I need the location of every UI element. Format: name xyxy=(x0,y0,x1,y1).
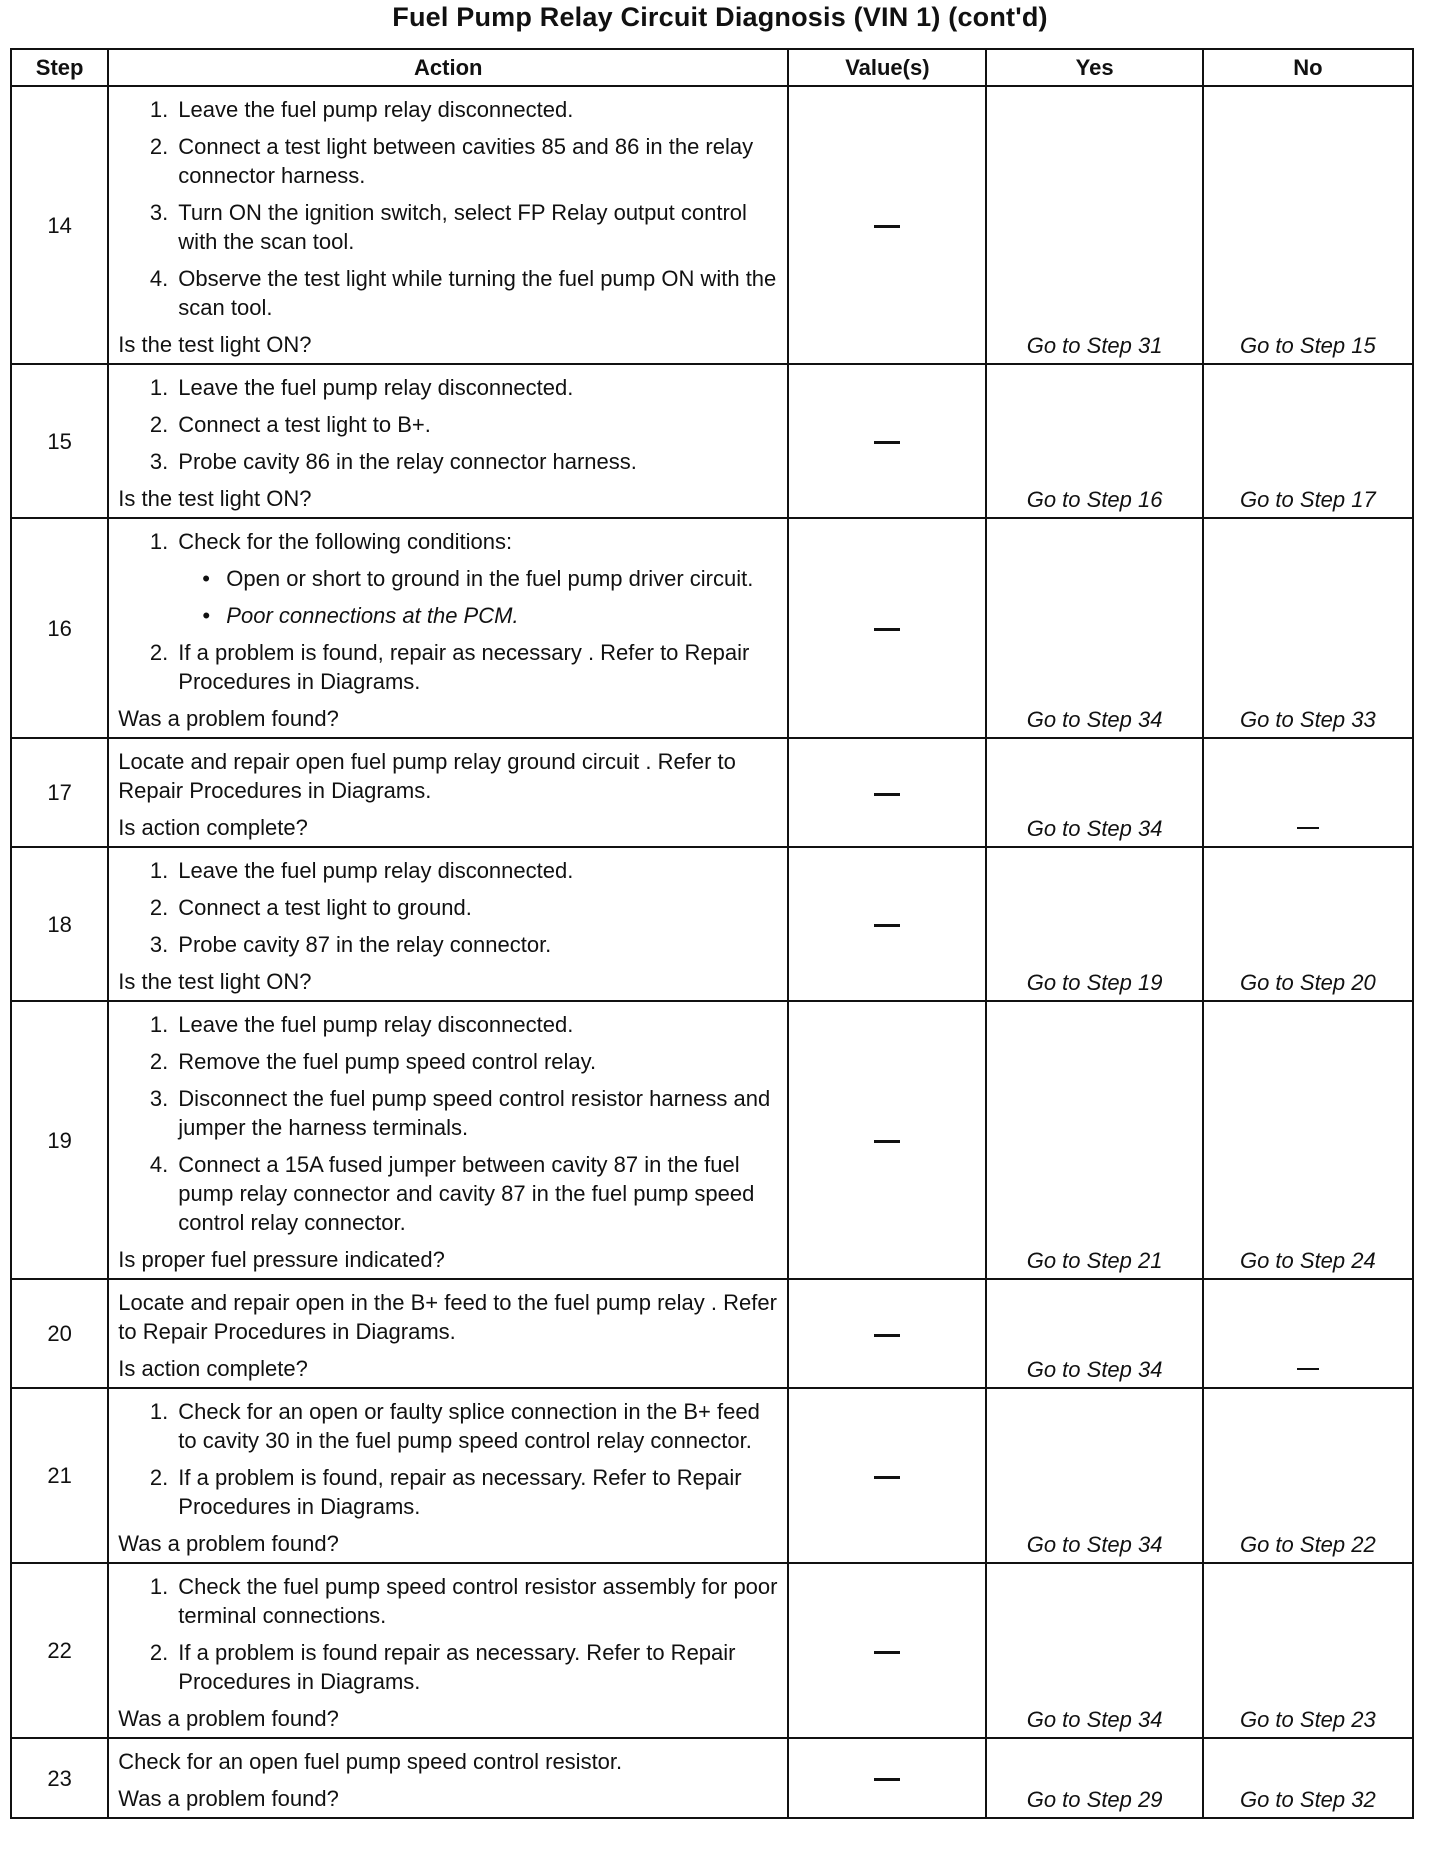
action-list xyxy=(118,95,781,322)
table-row xyxy=(11,1738,1413,1818)
no-cell: Go to Step 15 xyxy=(1203,86,1413,364)
table-row xyxy=(11,518,1413,738)
action-cell xyxy=(108,1738,788,1818)
no-cell: Go to Step 17 xyxy=(1203,364,1413,518)
table-row xyxy=(11,1388,1413,1563)
action-item: 2. If a problem is found, repair as necessary . Refer to Repair Procedures in Diagrams. xyxy=(174,638,781,696)
value-cell xyxy=(788,1738,986,1818)
action-cell xyxy=(108,364,788,518)
condition-item: • Poor connections at the PCM. xyxy=(200,601,781,630)
action-item: 2. Remove the fuel pump speed control relay. xyxy=(174,1047,781,1076)
yes-cell: Go to Step 34 xyxy=(986,738,1202,847)
value-cell xyxy=(788,1388,986,1563)
action-item: 1. Check for an open or faulty splice connection in the B+ feed to cavity 30 in the fuel pump speed control relay connector. xyxy=(174,1397,781,1455)
header-yes: Yes xyxy=(986,49,1202,86)
table-row xyxy=(11,1279,1413,1388)
action-item: 2. Connect a test light between cavities 85 and 86 in the relay connector harness. xyxy=(174,132,781,190)
step-number: 18 xyxy=(11,847,108,1001)
action-text: Locate and repair open in the B+ feed to the fuel pump relay . Refer to Repair Procedures in Diagrams. xyxy=(118,1290,777,1344)
action-question: Was a problem found? xyxy=(118,1786,339,1811)
dash-mark xyxy=(874,1140,900,1143)
step-number: 15 xyxy=(11,364,108,518)
action-item: 1. Check the fuel pump speed control resistor assembly for poor terminal connections. xyxy=(174,1572,781,1630)
dash-mark xyxy=(874,1476,900,1479)
action-item: 1. Leave the fuel pump relay disconnected. xyxy=(174,95,781,124)
action-question: Is proper fuel pressure indicated? xyxy=(118,1247,445,1272)
action-item: 2. Connect a test light to ground. xyxy=(174,893,781,922)
yes-cell: Go to Step 29 xyxy=(986,1738,1202,1818)
table-row xyxy=(11,86,1413,364)
dash-mark xyxy=(874,441,900,444)
dash-mark xyxy=(874,1778,900,1781)
no-cell: Go to Step 33 xyxy=(1203,518,1413,738)
value-cell xyxy=(788,364,986,518)
action-cell xyxy=(108,1388,788,1563)
action-question: Was a problem found? xyxy=(118,1531,339,1556)
action-item: 3. Disconnect the fuel pump speed control resistor harness and jumper the harness terminals. xyxy=(174,1084,781,1142)
yes-cell: Go to Step 31 xyxy=(986,86,1202,364)
action-cell xyxy=(108,738,788,847)
action-question: Is the test light ON? xyxy=(118,486,312,511)
value-cell xyxy=(788,518,986,738)
value-cell xyxy=(788,1001,986,1279)
action-item: 3. Probe cavity 87 in the relay connector. xyxy=(174,930,781,959)
action-question: Is the test light ON? xyxy=(118,332,312,357)
step-number: 17 xyxy=(11,738,108,847)
no-cell xyxy=(1203,738,1413,847)
action-question: Is action complete? xyxy=(118,1356,308,1381)
action-list xyxy=(118,527,781,696)
yes-cell: Go to Step 16 xyxy=(986,364,1202,518)
action-list xyxy=(118,1010,781,1237)
no-cell: Go to Step 22 xyxy=(1203,1388,1413,1563)
dash-mark xyxy=(874,225,900,228)
yes-cell: Go to Step 34 xyxy=(986,518,1202,738)
value-cell xyxy=(788,1563,986,1738)
step-number: 23 xyxy=(11,1738,108,1818)
action-item: 2. If a problem is found, repair as necessary. Refer to Repair Procedures in Diagrams. xyxy=(174,1463,781,1521)
dash-mark xyxy=(874,793,900,796)
step-number: 21 xyxy=(11,1388,108,1563)
action-item: 2. Connect a test light to B+. xyxy=(174,410,781,439)
action-list xyxy=(118,856,781,959)
table-row xyxy=(11,847,1413,1001)
dash-mark xyxy=(874,924,900,927)
header-step: Step xyxy=(11,49,108,86)
no-cell: Go to Step 32 xyxy=(1203,1738,1413,1818)
yes-cell: Go to Step 34 xyxy=(986,1388,1202,1563)
action-list xyxy=(118,373,781,476)
action-item: 1. Leave the fuel pump relay disconnected. xyxy=(174,373,781,402)
action-text: Check for an open fuel pump speed control resistor. xyxy=(118,1749,623,1774)
no-cell xyxy=(1203,1279,1413,1388)
condition-list xyxy=(178,564,781,630)
action-item xyxy=(174,527,781,630)
action-cell xyxy=(108,518,788,738)
header-no: No xyxy=(1203,49,1413,86)
table-row xyxy=(11,1001,1413,1279)
action-item: 4. Observe the test light while turning the fuel pump ON with the scan tool. xyxy=(174,264,781,322)
header-values: Value(s) xyxy=(788,49,986,86)
action-item: 4. Connect a 15A fused jumper between cavity 87 in the fuel pump relay connector and cavity 87 in the fuel pump speed control relay connector. xyxy=(174,1150,781,1237)
value-cell xyxy=(788,847,986,1001)
yes-cell: Go to Step 19 xyxy=(986,847,1202,1001)
action-list xyxy=(118,1572,781,1696)
action-item: 1. Leave the fuel pump relay disconnected. xyxy=(174,856,781,885)
condition-item: • Open or short to ground in the fuel pump driver circuit. xyxy=(200,564,781,593)
action-item: 3. Turn ON the ignition switch, select FP Relay output control with the scan tool. xyxy=(174,198,781,256)
value-cell xyxy=(788,86,986,364)
diagnosis-table xyxy=(10,48,1414,1819)
action-question: Was a problem found? xyxy=(118,706,339,731)
step-number: 22 xyxy=(11,1563,108,1738)
no-cell: Go to Step 23 xyxy=(1203,1563,1413,1738)
dash-mark xyxy=(874,1651,900,1654)
dash-mark xyxy=(1297,827,1319,829)
yes-cell: Go to Step 34 xyxy=(986,1279,1202,1388)
step-number: 19 xyxy=(11,1001,108,1279)
action-item-text: Check for the following conditions: xyxy=(178,529,513,554)
dash-mark xyxy=(874,1334,900,1337)
yes-cell: Go to Step 34 xyxy=(986,1563,1202,1738)
action-cell xyxy=(108,86,788,364)
no-cell: Go to Step 24 xyxy=(1203,1001,1413,1279)
dash-mark xyxy=(1297,1368,1319,1370)
table-row xyxy=(11,738,1413,847)
step-number: 16 xyxy=(11,518,108,738)
action-cell xyxy=(108,1563,788,1738)
page-title: Fuel Pump Relay Circuit Diagnosis (VIN 1) (cont'd) xyxy=(392,2,1048,32)
action-item: 2. If a problem is found repair as necessary. Refer to Repair Procedures in Diagrams. xyxy=(174,1638,781,1696)
action-question: Is action complete? xyxy=(118,815,308,840)
table-row xyxy=(11,1563,1413,1738)
action-question: Is the test light ON? xyxy=(118,969,312,994)
action-cell xyxy=(108,847,788,1001)
step-number: 14 xyxy=(11,86,108,364)
action-item: 3. Probe cavity 86 in the relay connector harness. xyxy=(174,447,781,476)
action-list xyxy=(118,1397,781,1521)
header-row xyxy=(11,49,1413,86)
action-question: Was a problem found? xyxy=(118,1706,339,1731)
header-action: Action xyxy=(108,49,788,86)
action-cell xyxy=(108,1279,788,1388)
action-text: Locate and repair open fuel pump relay ground circuit . Refer to Repair Procedures in Diagrams. xyxy=(118,749,736,803)
dash-mark xyxy=(874,628,900,631)
table-row xyxy=(11,364,1413,518)
yes-cell: Go to Step 21 xyxy=(986,1001,1202,1279)
no-cell: Go to Step 20 xyxy=(1203,847,1413,1001)
value-cell xyxy=(788,1279,986,1388)
value-cell xyxy=(788,738,986,847)
action-cell xyxy=(108,1001,788,1279)
action-item: 1. Leave the fuel pump relay disconnected. xyxy=(174,1010,781,1039)
step-number: 20 xyxy=(11,1279,108,1388)
